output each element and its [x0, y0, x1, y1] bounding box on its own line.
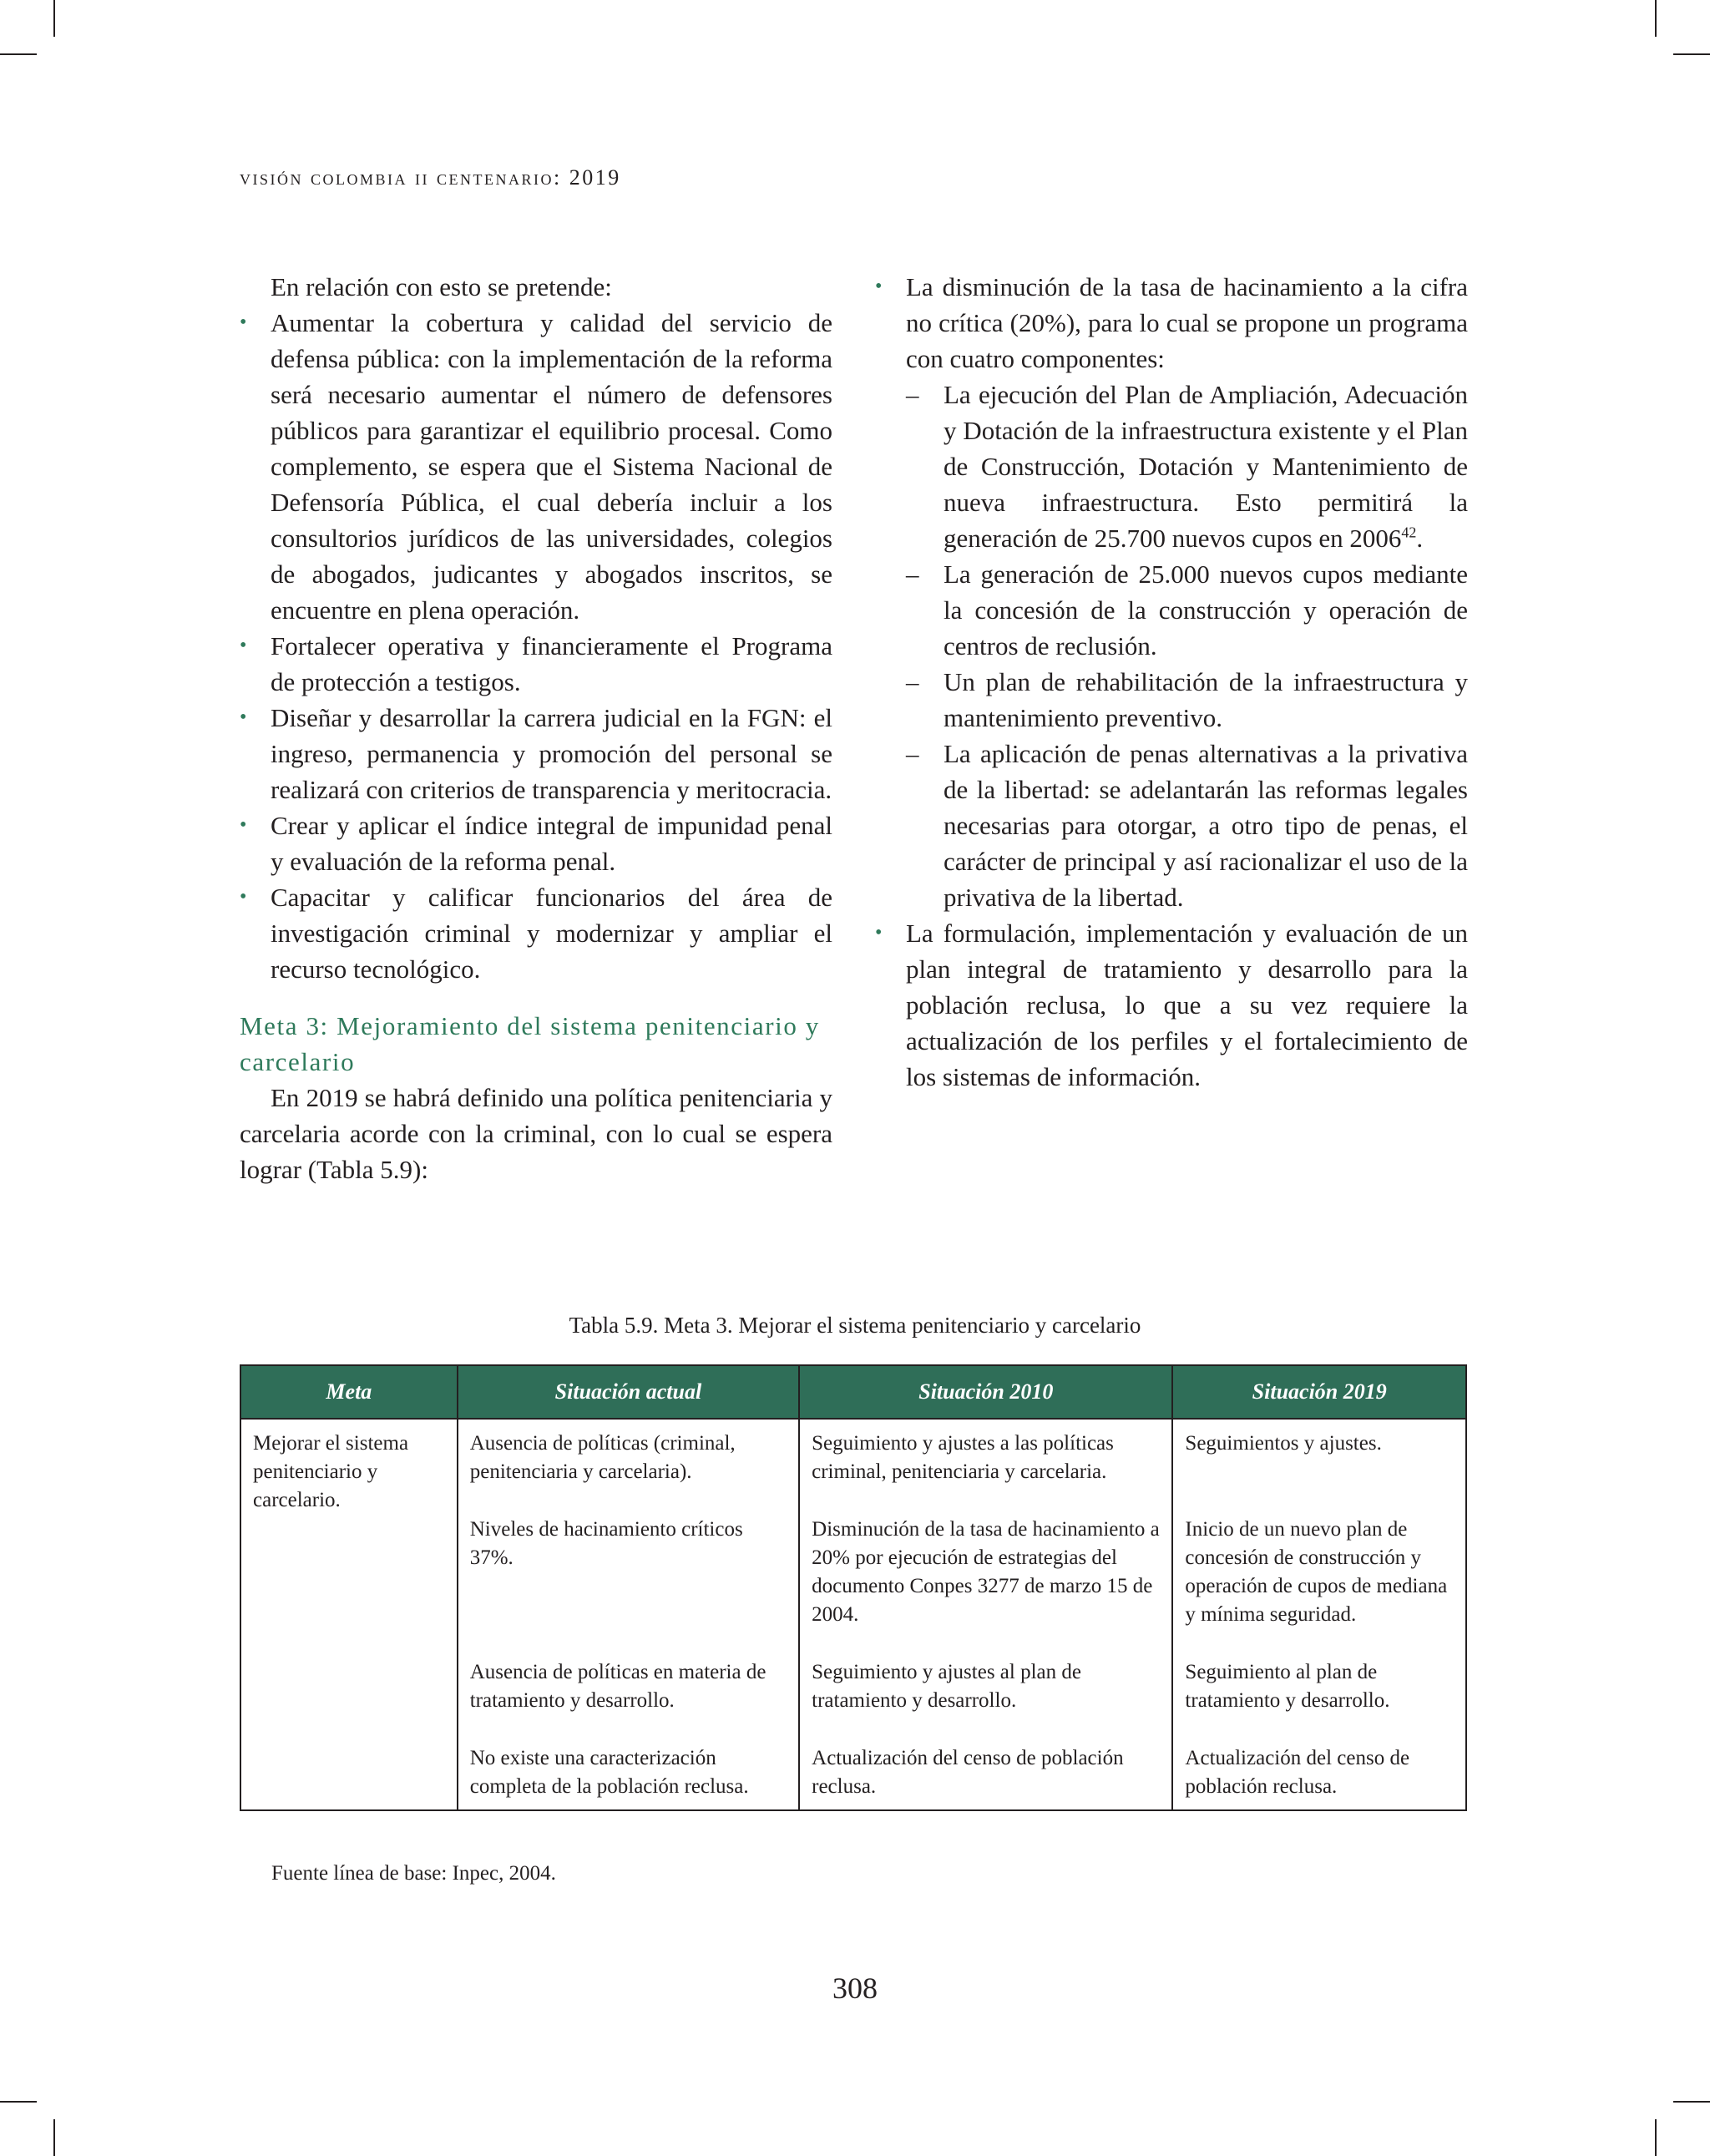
crop-mark — [0, 53, 37, 55]
intro-text: En relación con esto se pretende: — [271, 272, 612, 301]
table-cell: Ausencia de políticas en materia de tratamiento y desarrollo. — [458, 1629, 799, 1715]
dash-item: – La generación de 25.000 nuevos cupos mediante la concesión de la construcción y operación de centros de reclusión. — [906, 556, 1468, 664]
table-cell: Niveles de hacinamiento críticos 37%. — [458, 1486, 799, 1629]
table-row — [240, 1419, 1466, 1486]
table-cell: Seguimientos y ajustes. — [1172, 1419, 1466, 1486]
list-item: • Fortalecer operativa y financieramente el Programa de protección a testigos. — [240, 628, 832, 700]
table-cell: Seguimiento y ajustes al plan de tratamiento y desarrollo. — [799, 1629, 1172, 1715]
table-caption: Tabla 5.9. Meta 3. Mejorar el sistema penitenciario y carcelario — [569, 1313, 1141, 1338]
table-cell: Actualización del censo de población reclusa. — [799, 1715, 1172, 1810]
table-cell: Inicio de un nuevo plan de concesión de construcción y operación de cupos de mediana y mínima seguridad. — [1172, 1486, 1466, 1629]
table-header: Meta — [240, 1365, 458, 1419]
table-cell: Seguimiento y ajustes a las políticas criminal, penitenciaria y carcelaria. — [799, 1419, 1172, 1486]
left-column — [240, 269, 832, 1187]
crop-mark — [1673, 2101, 1710, 2103]
list-item: • Aumentar la cobertura y calidad del servicio de defensa pública: con la implementación de la reforma será necesario aumentar el número de defensores públicos para garantizar el equilibrio procesal. Como complemento, se espera que el Sistema Nacional de Defensoría Pública, el cual debería incluir a los consultorios jurídicos de las universidades, colegios de abogados, judicantes y abogados inscritos, se encuentre en plena operación. — [240, 305, 832, 628]
table-cell: Seguimiento al plan de tratamiento y desarrollo. — [1172, 1629, 1466, 1715]
dash-item-text: La ejecución del Plan de Ampliación, Adecuación y Dotación de la infraestructura existente y el Plan de Construcción, Dotación y Mantenimiento de nueva infraestructura. Esto permitirá la generación de 25.700 nuevos cupos en 2006 — [944, 380, 1468, 553]
bullet-list — [240, 305, 832, 987]
table-cell: Ausencia de políticas (criminal, penitenciaria y carcelaria). — [458, 1419, 799, 1486]
section-heading: Meta 3: Mejoramiento del sistema penitenciario y carcelario — [240, 1011, 820, 1076]
table-header-row — [240, 1365, 1466, 1419]
footnote-ref: 42 — [1401, 524, 1417, 541]
table-cell: Disminución de la tasa de hacinamiento a 20% por ejecución de estrategias del documento Conpes 3277 de marzo 15 de 2004. — [799, 1486, 1172, 1629]
crop-mark — [53, 0, 55, 37]
list-item: • Capacitar y calificar funcionarios del área de investigación criminal y modernizar y ampliar el recurso tecnológico. — [240, 879, 832, 987]
page-number: 308 — [832, 1971, 878, 2005]
table-header: Situación actual — [458, 1365, 799, 1419]
table-cell: Actualización del censo de población reclusa. — [1172, 1715, 1466, 1810]
dash-item: – Un plan de rehabilitación de la infraestructura y mantenimiento preventivo. — [906, 664, 1468, 736]
table-cell-meta: Mejorar el sistema penitenciario y carcelario. — [240, 1419, 458, 1810]
goal-table — [240, 1364, 1467, 1811]
table-source: Fuente línea de base: Inpec, 2004. — [271, 1862, 556, 1885]
list-item: • Crear y aplicar el índice integral de impunidad penal y evaluación de la reforma penal. — [240, 807, 832, 879]
running-head: visión colombia ii centenario: 2019 — [240, 165, 621, 190]
crop-mark — [53, 2119, 55, 2156]
list-item — [875, 269, 1468, 915]
list-item: • Diseñar y desarrollar la carrera judicial en la FGN: el ingreso, permanencia y promoción del personal se realizará con criterios de transparencia y meritocracia. — [240, 700, 832, 807]
dash-item: – La aplicación de penas alternativas a la privativa de la libertad: se adelantarán las reformas legales necesarias para otorgar, a otro tipo de penas, el carácter de principal y así racionalizar el uso de la privativa de la libertad. — [906, 736, 1468, 915]
dash-list — [906, 377, 1468, 915]
crop-mark — [0, 2101, 37, 2103]
list-item-text: La disminución de la tasa de hacinamiento a la cifra no crítica (20%), para lo cual se propone un programa con cuatro componentes: — [906, 272, 1468, 373]
list-item: • La formulación, implementación y evaluación de un plan integral de tratamiento y desarrollo para la población reclusa, lo que a su vez requiere la actualización de los perfiles y el fortalecimiento de los sistemas de información. — [875, 915, 1468, 1095]
bullet-list — [875, 269, 1468, 1095]
dash-item-end: . — [1416, 524, 1424, 553]
table-header: Situación 2019 — [1172, 1365, 1466, 1419]
table-cell: No existe una caracterización completa de la población reclusa. — [458, 1715, 799, 1810]
dash-item — [906, 377, 1468, 556]
right-column — [875, 269, 1468, 1095]
crop-mark — [1673, 53, 1710, 55]
crop-mark — [1655, 2119, 1657, 2156]
table-header: Situación 2010 — [799, 1365, 1172, 1419]
section-paragraph: En 2019 se habrá definido una política penitenciaria y carcelaria acorde con la criminal, con lo cual se espera lograr (Tabla 5.9): — [240, 1083, 832, 1184]
crop-mark — [1655, 0, 1657, 37]
